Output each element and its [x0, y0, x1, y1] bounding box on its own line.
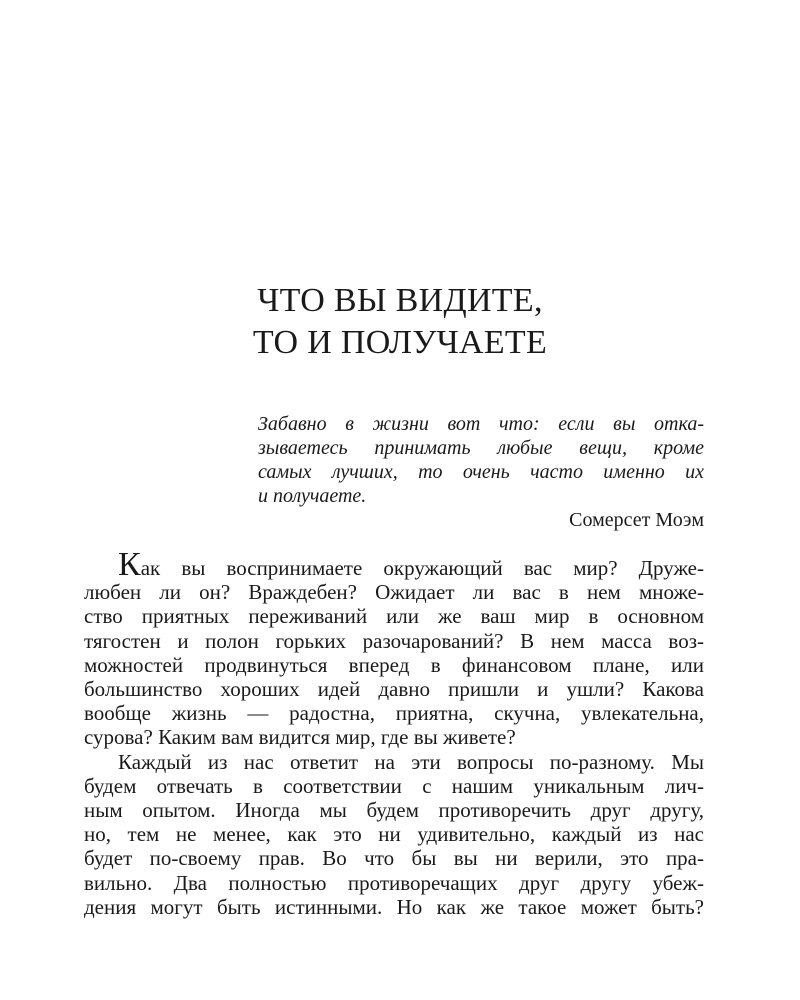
paragraph-line: вообще жизнь — радостна, приятна, скучна, увлекательна, — [84, 701, 704, 726]
paragraph-line: вильно. Два полностью противоречащих друг другу убеж- — [84, 870, 704, 895]
drop-cap-letter: К — [118, 546, 141, 583]
paragraph-line: любен ли он? Враждебен? Ожидает ли вас в нем множе- — [84, 580, 704, 605]
chapter-body — [84, 546, 704, 919]
paragraph-line: но, тем не менее, как это ни удивительно, каждый из нас — [84, 822, 704, 847]
epigraph-line: Забавно в жизни вот что: если вы отка- — [258, 413, 704, 435]
paragraph-line: большинство хороших идей давно пришли и ушли? Какова — [84, 677, 704, 702]
paragraph-line: сурова? Каким вам видится мир, где вы живете? — [84, 725, 516, 750]
epigraph — [258, 412, 704, 532]
epigraph-line: и получаете. — [258, 485, 367, 507]
paragraph-line: Каждый из нас ответит на эти вопросы по-разному. Мы — [118, 749, 704, 774]
paragraph-line: дения могут быть истинными. Но как же такое может быть? — [84, 894, 704, 919]
chapter-title — [100, 280, 700, 364]
paragraph-first-line — [84, 546, 704, 583]
epigraph-line: самых лучших, то очень часто именно их — [258, 461, 704, 483]
epigraph-line: зываетесь принимать любые вещи, кроме — [258, 437, 704, 459]
chapter-title-line: ТО И ПОЛУЧАЕТЕ — [252, 324, 548, 361]
paragraph-line: будем отвечать в соответствии с нашим уникальным лич- — [84, 773, 704, 798]
paragraph-line: ство приятных переживаний или же ваш мир в основном — [84, 604, 704, 629]
paragraph-line: ным опытом. Иногда мы будем противоречить друг другу, — [84, 798, 704, 823]
chapter-title-line: ЧТО ВЫ ВИДИТЕ, — [257, 282, 543, 319]
epigraph-author: Сомерсет Моэм — [569, 509, 704, 531]
first-line-text: ак вы воспринимаете окружающий вас мир? Друже- — [140, 556, 704, 580]
paragraph-line: можностей продвинуться вперед в финансовом плане, или — [84, 652, 704, 677]
paragraph-line: будет по-своему прав. Во что бы вы ни верили, это пра- — [84, 846, 704, 871]
paragraph-line: тягостен и полон горьких разочарований? В нем масса воз- — [84, 628, 704, 653]
